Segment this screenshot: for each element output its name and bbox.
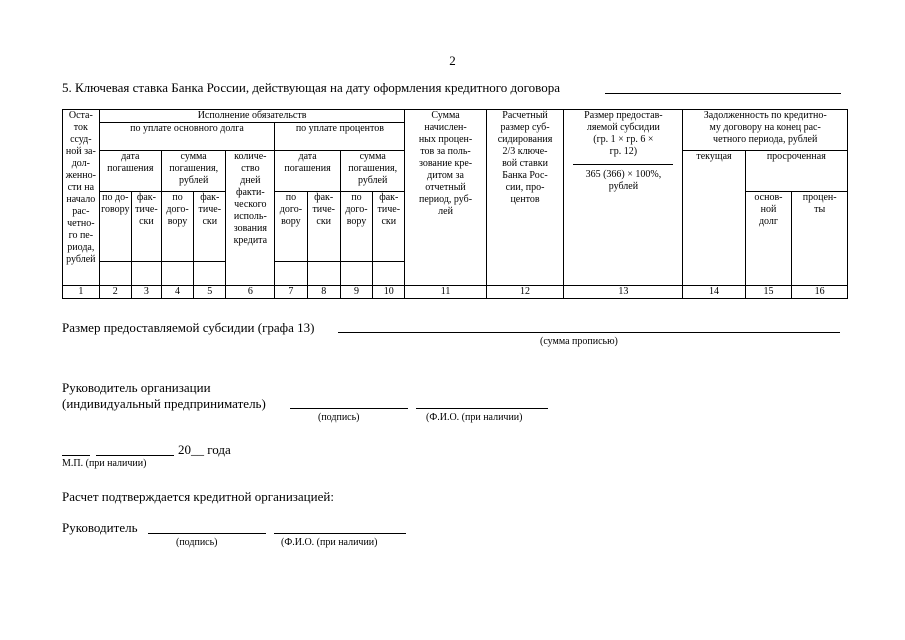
header-main-sum: сумма погашения, рублей (161, 151, 225, 192)
header-execution: Исполнение обязательств (99, 110, 405, 123)
subsidy-calculation-table (62, 109, 848, 299)
column-number: 16 (792, 286, 848, 299)
column-number: 12 (486, 286, 564, 299)
subsidy-numerator: Размер предостав- ляемой субсидии (гр. 1 × гр. 6 × гр. 12) (584, 110, 663, 157)
header-subsidy-amount (564, 110, 683, 286)
header-actual: фак- тиче- ски (131, 192, 161, 262)
header-actual: фак- тиче- ски (373, 192, 405, 262)
header-main-date: дата погашения (99, 151, 161, 192)
column-number: 4 (161, 286, 193, 299)
head-name-line (416, 408, 548, 409)
stamp-caption: М.П. (при наличии) (62, 458, 147, 469)
column-number: 5 (194, 286, 226, 299)
bank-signature-line (148, 533, 266, 534)
column-number: 14 (683, 286, 745, 299)
confirmation-text: Расчет подтверждается кредитной организацией: (62, 489, 334, 504)
bank-name-caption: (Ф.И.О. (при наличии) (281, 537, 378, 548)
head-name-caption: (Ф.И.О. (при наличии) (426, 412, 523, 423)
header-accrued-interest: Сумма начислен- ных процен- тов за поль- зование кре- дитом за отчетный период, руб- лей (405, 110, 486, 286)
column-number: 3 (131, 286, 161, 299)
fraction-bar (573, 164, 673, 165)
header-current: текущая (683, 151, 745, 286)
header-principal: основ- ной долг (745, 192, 792, 286)
bank-name-line (274, 533, 406, 534)
column-number: 8 (307, 286, 340, 299)
bank-signature-caption: (подпись) (176, 537, 218, 548)
header-by-contract: по дого- вору (340, 192, 372, 262)
column-number: 7 (275, 286, 307, 299)
column-number: 10 (373, 286, 405, 299)
subsidy-label: Размер предоставляемой субсидии (графа 13) (62, 320, 315, 335)
header-overdue: просроченная (745, 151, 847, 192)
bank-head-label: Руководитель (62, 520, 138, 535)
page-number: 2 (449, 53, 456, 68)
header-by-contract: по дого- вору (275, 192, 307, 262)
column-number: 15 (745, 286, 792, 299)
subsidy-words-line (338, 332, 840, 333)
head-subtitle: (индивидуальный предприниматель) (62, 396, 266, 411)
column-number: 13 (564, 286, 683, 299)
header-interest-sum: сумма погашения, рублей (340, 151, 405, 192)
header-opening-balance: Оста- ток ссуд- ной за- дол- женно- сти на начало рас- четно- го пе- риода, рублей (63, 110, 100, 286)
header-interest-payment: по уплате процентов (275, 123, 405, 151)
column-number: 2 (99, 286, 131, 299)
header-actual: фак- тиче- ски (194, 192, 226, 262)
header-days-used: количе- ство дней факти- ческого исполь- зования кредита (226, 151, 275, 286)
section-5-label: 5. Ключевая ставка Банка России, действующая на дату оформления кредитного договора (62, 80, 560, 95)
column-number: 6 (226, 286, 275, 299)
header-calculated-rate: Расчетный размер суб- сидирования 2/3 ключе- вой ставки Банка Рос- сии, про- центов (486, 110, 564, 286)
header-debt: Задолженность по кредитно- му договору на конец рас- четного периода, рублей (683, 110, 848, 151)
key-rate-blank-line (605, 93, 841, 94)
day-blank-line (62, 455, 90, 456)
head-signature-line (290, 408, 408, 409)
subsidy-denominator: 365 (366) × 100%, рублей (585, 169, 662, 192)
header-by-contract: по до- говору (99, 192, 131, 262)
header-interest-date: дата погашения (275, 151, 341, 192)
subsidy-words-caption: (сумма прописью) (540, 336, 618, 347)
column-number: 9 (340, 286, 372, 299)
year-text: 20__ года (178, 442, 231, 457)
header-interest-overdue: процен- ты (792, 192, 848, 286)
column-numbers-row (63, 286, 848, 299)
header-main-debt: по уплате основного долга (99, 123, 275, 151)
header-by-contract: по дого- вору (161, 192, 193, 262)
column-number: 1 (63, 286, 100, 299)
head-title: Руководитель организации (62, 380, 211, 395)
head-signature-caption: (подпись) (318, 412, 360, 423)
column-number: 11 (405, 286, 486, 299)
month-blank-line (96, 455, 174, 456)
header-actual: фак- тиче- ски (307, 192, 340, 262)
